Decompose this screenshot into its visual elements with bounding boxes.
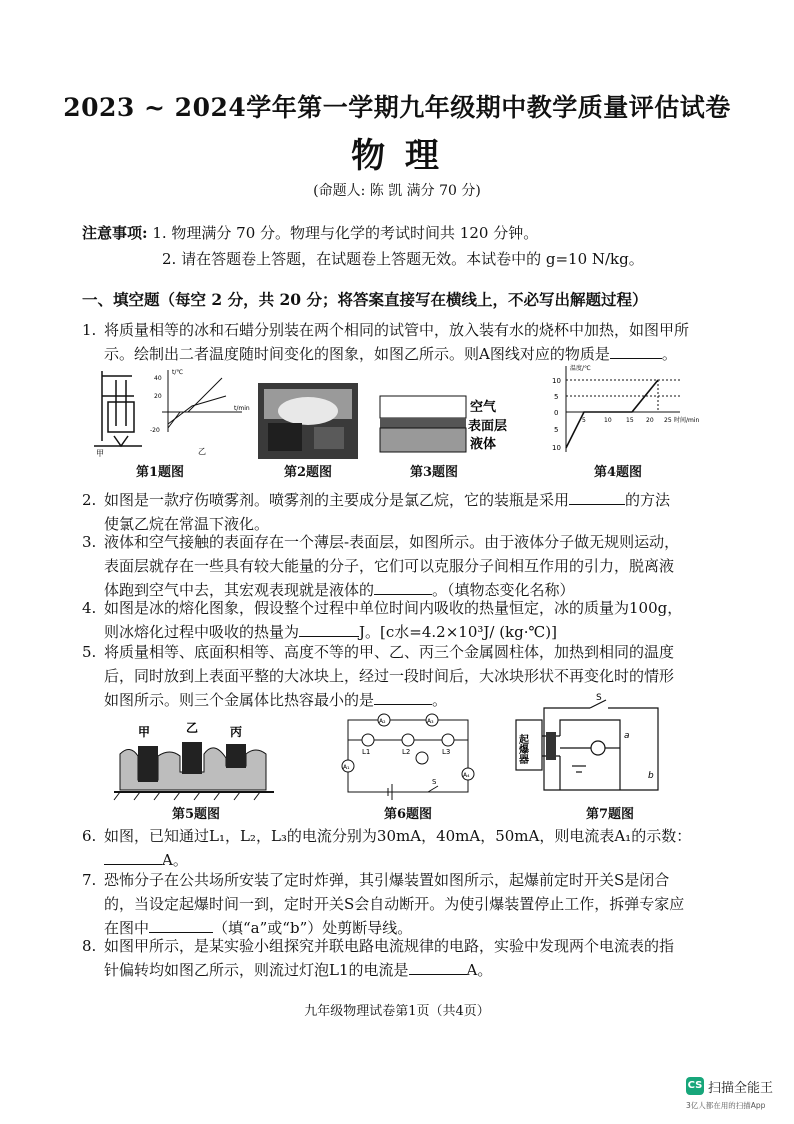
fig6-lamp-label: L2 bbox=[402, 748, 411, 756]
fig4-xtick: 15 bbox=[626, 417, 634, 424]
fig4-xtick: 25 bbox=[664, 417, 672, 424]
fig3-liquid: 液体 bbox=[470, 437, 497, 452]
figure-5 bbox=[110, 714, 280, 802]
question-text: 则冰熔化过程中吸收的热量为 bbox=[104, 623, 300, 641]
question-3 bbox=[82, 530, 710, 602]
author-line: (命题人: 陈 凯 满分 70 分) bbox=[313, 183, 481, 199]
question-text: 的，当设定起爆时间一到，定时开关S会自动断开。为使引爆装置停止工作，拆弹专家应 bbox=[104, 895, 685, 913]
question-6 bbox=[82, 824, 710, 872]
fig6-switch-label: S bbox=[432, 778, 437, 786]
question-text: A。 bbox=[162, 851, 188, 869]
camscanner-name: 扫描全能王 bbox=[708, 1081, 774, 1096]
answer-blank[interactable] bbox=[149, 916, 213, 933]
notice-item-1: 1. 物理满分 70 分。物理与化学的考试时间共 120 分钟。 bbox=[152, 224, 539, 242]
question-text: 。 bbox=[661, 345, 677, 363]
caption-fig5: 第5题图 bbox=[171, 807, 221, 822]
exam-title: 2023 ~ 2024学年第一学期九年级期中教学质量评估试卷 bbox=[63, 93, 731, 122]
figure-2-photo bbox=[258, 383, 358, 459]
question-number: 5. bbox=[82, 643, 97, 661]
fig3-surface: 表面层 bbox=[468, 419, 508, 434]
question-text: 如图，已知通过L₁，L₂，L₃的电流分别为30mA，40mA，50mA，则电流表A₁的示数： bbox=[104, 827, 692, 845]
question-text: 。 bbox=[432, 691, 448, 709]
fig6-ammeter: A₃ bbox=[427, 718, 434, 725]
fig4-ytick: 5 bbox=[554, 426, 559, 434]
answer-blank[interactable] bbox=[610, 342, 662, 359]
figure-3 bbox=[378, 390, 518, 460]
question-text: 。（填物态变化名称） bbox=[432, 581, 575, 599]
fig1-label-a: 甲 bbox=[96, 449, 104, 458]
question-number: 2. bbox=[82, 491, 97, 509]
fig1-xunit: t/min bbox=[234, 405, 250, 412]
figure-7 bbox=[510, 690, 670, 806]
fig7-label-b: b bbox=[648, 771, 654, 781]
question-number: 8. bbox=[82, 937, 97, 955]
fig7-device: 起爆器 bbox=[516, 734, 528, 764]
question-text: A。 bbox=[466, 961, 493, 979]
fig4-ytick: 10 bbox=[552, 444, 561, 452]
fig6-ammeter: A₂ bbox=[379, 718, 386, 725]
question-text: （填“a”或“b”）处剪断导线。 bbox=[213, 919, 413, 937]
question-text: 将质量相等的冰和石蜡分别装在两个相同的试管中，放入装有水的烧杯中加热，如图甲所 bbox=[104, 321, 690, 339]
fig1-ytick: 40 bbox=[154, 375, 162, 382]
caption-fig7: 第7题图 bbox=[585, 807, 635, 822]
question-text: J。[c水=4.2×10³J/ (kg·℃)] bbox=[359, 623, 558, 641]
fig6-ammeter: A₄ bbox=[463, 772, 470, 779]
camscanner-tagline: 3亿人都在用的扫描App bbox=[686, 1101, 766, 1110]
fig4-ytick: 10 bbox=[552, 377, 561, 385]
question-2 bbox=[82, 488, 710, 536]
fig1-ytick: 20 bbox=[154, 393, 162, 400]
answer-blank[interactable] bbox=[569, 488, 625, 505]
question-text: 后，同时放到上表面平整的大冰块上，经过一段时间后，大冰块形状不再变化时的情形 bbox=[104, 667, 675, 685]
question-text: 示。绘制出二者温度随时间变化的图象，如图乙所示。则A图线对应的物质是 bbox=[104, 345, 610, 363]
caption-fig1: 第1题图 bbox=[135, 465, 185, 480]
fig5-bing: 丙 bbox=[230, 725, 243, 739]
fig4-ytick: 5 bbox=[554, 393, 559, 401]
question-text: 如图甲所示，是某实验小组探究并联电路电流规律的电路，实验中发现两个电流表的指 bbox=[104, 937, 675, 955]
fig7-switch-label: S bbox=[596, 693, 602, 703]
question-8 bbox=[82, 934, 710, 982]
question-text: 如图所示。则三个金属体比热容最小的是 bbox=[104, 691, 375, 709]
caption-fig3: 第3题图 bbox=[409, 465, 459, 480]
fig1-label-b: 乙 bbox=[198, 447, 206, 456]
question-text: 在图中 bbox=[104, 919, 150, 937]
fig6-ammeter: A₁ bbox=[343, 764, 350, 771]
fig1-yunit: t/℃ bbox=[172, 369, 184, 376]
answer-blank[interactable] bbox=[374, 578, 432, 595]
fig4-ylabel: 温度/℃ bbox=[570, 365, 591, 372]
figure-4 bbox=[540, 362, 700, 458]
section-heading: 一、填空题（每空 2 分，共 20 分；将答案直接写在横线上，不必写出解题过程） bbox=[82, 290, 648, 309]
question-text: 使氯乙烷在常温下液化。 bbox=[104, 515, 270, 533]
fig4-xtick: 20 bbox=[646, 417, 654, 424]
question-1 bbox=[82, 318, 710, 366]
question-number: 6. bbox=[82, 827, 97, 845]
question-text: 如图是一款疗伤喷雾剂。喷雾剂的主要成分是氯乙烷，它的装瓶是采用 bbox=[104, 491, 570, 509]
question-text: 体跑到空气中去，其宏观表现就是液体的 bbox=[104, 581, 375, 599]
question-text: 的方法 bbox=[625, 491, 671, 509]
camscanner-logo: CS bbox=[686, 1077, 704, 1095]
fig4-ytick: 0 bbox=[554, 409, 559, 417]
answer-blank[interactable] bbox=[374, 688, 432, 705]
figure-1 bbox=[92, 366, 262, 458]
notice-label: 注意事项: bbox=[82, 224, 148, 242]
fig5-jia: 甲 bbox=[138, 725, 151, 739]
caption-fig6: 第6题图 bbox=[383, 807, 433, 822]
question-text: 恐怖分子在公共场所安装了定时炸弹，其引爆装置如图所示，起爆前定时开关S是闭合 bbox=[104, 871, 670, 889]
question-number: 1. bbox=[82, 321, 97, 339]
caption-fig2: 第2题图 bbox=[283, 465, 333, 480]
fig6-lamp-label: L3 bbox=[442, 748, 451, 756]
fig5-yi: 乙 bbox=[186, 721, 199, 735]
fig6-lamp-label: L1 bbox=[362, 748, 371, 756]
question-number: 3. bbox=[82, 533, 97, 551]
caption-fig4: 第4题图 bbox=[593, 465, 643, 480]
fig1-ytick: -20 bbox=[150, 427, 160, 434]
answer-blank[interactable] bbox=[299, 620, 359, 637]
question-number: 7. bbox=[82, 871, 97, 889]
answer-blank[interactable] bbox=[104, 848, 162, 865]
fig4-xtick: 10 bbox=[604, 417, 612, 424]
notice-item-2: 2. 请在答题卷上答题，在试题卷上答题无效。本试卷中的 g=10 N/kg。 bbox=[162, 250, 644, 268]
subject-title: 物 理 bbox=[351, 136, 443, 176]
figure-6 bbox=[328, 712, 488, 804]
question-text: 表面层就存在一些具有较大能量的分子，它们可以克服分子间相互作用的引力，脱离液 bbox=[104, 557, 675, 575]
question-text: 将质量相等、底面积相等、高度不等的甲、乙、丙三个金属圆柱体，加热到相同的温度 bbox=[104, 643, 675, 661]
page-footer: 九年级物理试卷第1页（共4页） bbox=[304, 1004, 490, 1019]
question-number: 4. bbox=[82, 599, 97, 617]
question-text: 如图是冰的熔化图象，假设整个过程中单位时间内吸收的热量恒定，冰的质量为100g， bbox=[104, 599, 683, 617]
fig4-xlabel: 时间/min bbox=[674, 417, 700, 424]
answer-blank[interactable] bbox=[409, 958, 467, 975]
question-text: 针偏转均如图乙所示，则流过灯泡L1的电流是 bbox=[104, 961, 409, 979]
question-7 bbox=[82, 868, 710, 940]
fig3-air: 空气 bbox=[470, 400, 497, 415]
question-4 bbox=[82, 596, 710, 644]
fig7-label-a: a bbox=[624, 731, 630, 741]
question-text: 液体和空气接触的表面存在一个薄层-表面层，如图所示。由于液体分子做无规则运动， bbox=[104, 533, 680, 551]
notice-block bbox=[82, 220, 762, 272]
fig4-xtick: 5 bbox=[582, 417, 586, 424]
